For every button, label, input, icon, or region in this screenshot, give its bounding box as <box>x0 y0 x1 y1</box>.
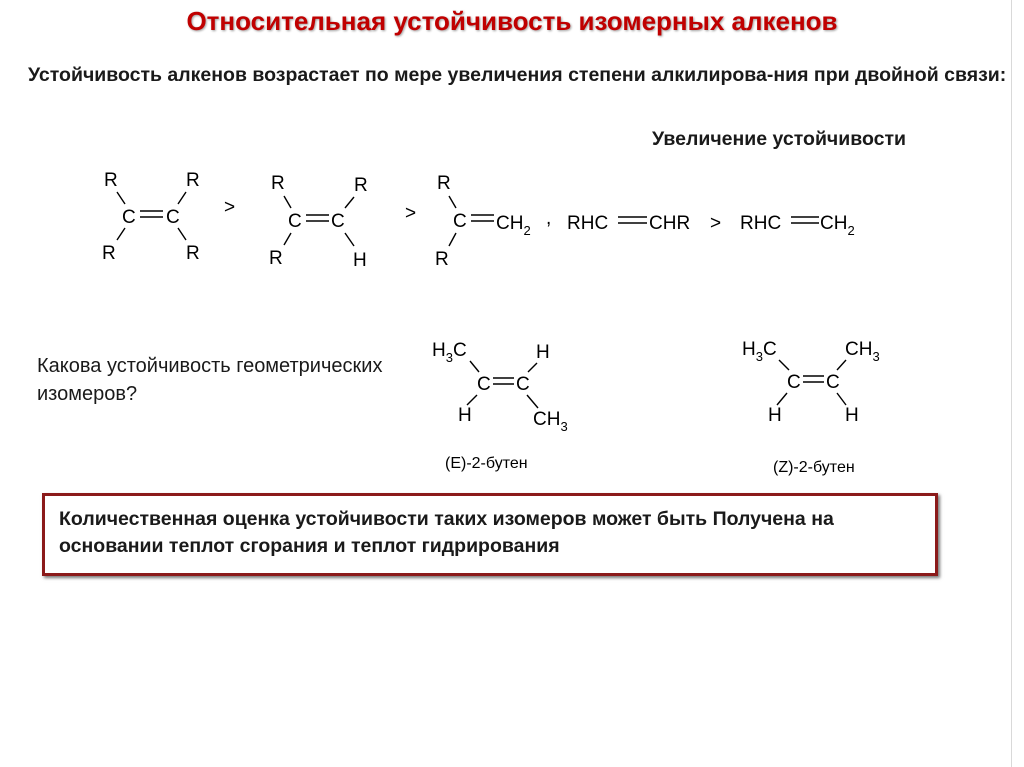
single-bond <box>777 393 787 405</box>
single-bond <box>779 360 789 370</box>
e-2-butene-caption: (E)-2-бутен <box>445 455 528 472</box>
carbon-atom: C <box>787 372 801 393</box>
hydrogen-atom: H <box>458 405 472 426</box>
methyl-group: $CH_3$ <box>845 339 880 364</box>
carbon-atom: C <box>288 211 302 232</box>
substituent-r: R <box>269 248 283 269</box>
trisubstituted-alkene <box>269 173 368 271</box>
single-bond <box>467 395 477 405</box>
substituent-r: R <box>437 173 451 194</box>
hydrogen-atom: H <box>536 342 550 363</box>
carbon-atom: C <box>453 211 467 232</box>
methyl-group: $CH_3$ <box>533 409 568 434</box>
substituent-r: R <box>435 249 449 270</box>
single-bond <box>178 192 186 204</box>
substituent-h: H <box>353 250 367 271</box>
ch2-group: $CH_2$ <box>820 213 855 238</box>
z-2-butene-caption: (Z)-2-бутен <box>773 459 855 476</box>
single-bond <box>837 360 846 370</box>
greater-than-sign: > <box>405 203 417 224</box>
geometric-isomers-question: Какова устойчивость геометрических изомеров? <box>37 355 383 405</box>
substituent-r: R <box>354 175 368 196</box>
carbon-atom: C <box>826 372 840 393</box>
single-bond <box>117 228 125 240</box>
stability-trend-label: Увеличение устойчивости <box>652 128 907 150</box>
single-bond <box>470 361 479 372</box>
rhc-group: RHC <box>567 213 609 234</box>
single-bond <box>178 228 186 240</box>
rhc-chr-alkene <box>567 213 690 234</box>
single-bond <box>449 196 456 208</box>
e-2-butene-structure <box>432 340 568 434</box>
comma: , <box>546 208 552 229</box>
single-bond <box>345 197 354 208</box>
hydrogen-atom: H <box>768 405 782 426</box>
methyl-group: $H_3C$ <box>432 340 467 365</box>
substituent-r: R <box>102 243 116 264</box>
single-bond <box>837 393 846 405</box>
substituent-r: R <box>271 173 285 194</box>
disubstituted-alkene <box>435 173 551 270</box>
rhc-ch2-alkene <box>740 213 855 238</box>
single-bond <box>528 363 537 372</box>
substituent-r: R <box>104 170 118 191</box>
chr-group: CHR <box>649 213 691 234</box>
greater-than-sign: > <box>224 197 236 218</box>
carbon-atom: C <box>331 211 345 232</box>
greater-than-sign: > <box>710 213 722 234</box>
methyl-group: $H_3C$ <box>742 339 777 364</box>
substituent-r: R <box>186 243 200 264</box>
z-2-butene-structure <box>742 339 880 426</box>
carbon-atom: C <box>122 207 136 228</box>
carbon-atom: C <box>166 207 180 228</box>
single-bond <box>527 395 538 408</box>
single-bond <box>345 233 354 246</box>
carbon-atom: C <box>516 374 530 395</box>
tetrasubstituted-alkene <box>102 170 200 264</box>
slide-title: Относительная устойчивость изомерных алкенов <box>186 6 838 36</box>
single-bond <box>449 233 456 246</box>
hydrogen-atom: H <box>845 405 859 426</box>
single-bond <box>284 196 291 208</box>
single-bond <box>117 192 125 204</box>
note-text: Количественная оценка устойчивости таких изомеров может быть Получена на основании теплот сгорания и теплот гидрирования <box>59 508 834 557</box>
intro-paragraph: Устойчивость алкенов возрастает по мере увеличения степени алкилирова-ния при двойной связи: <box>28 64 1007 86</box>
substituent-r: R <box>186 170 200 191</box>
ch2-group: $CH_2$ <box>496 213 531 238</box>
carbon-atom: C <box>477 374 491 395</box>
single-bond <box>284 233 291 245</box>
rhc-group: RHC <box>740 213 782 234</box>
quantitative-note-box <box>42 493 938 576</box>
